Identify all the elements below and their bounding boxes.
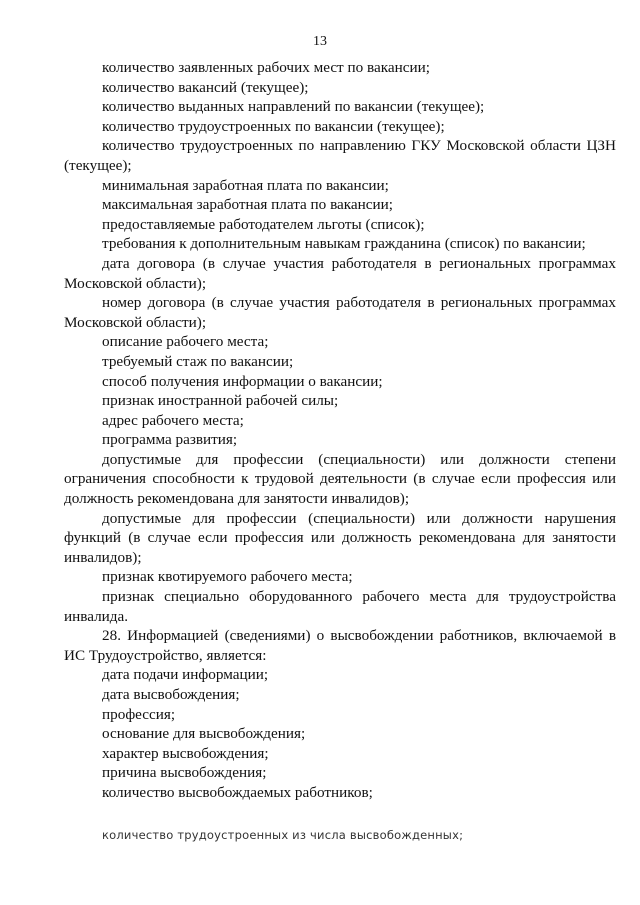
list-item: номер договора (в случае участия работодателя в региональных программах Московской области);	[64, 294, 616, 331]
list-item: дата высвобождения;	[102, 686, 240, 703]
list-item: основание для высвобождения;	[102, 725, 306, 743]
list-item: дата договора (в случае участия работодателя в региональных программах Московской области);	[64, 254, 616, 292]
list-item: количество вакансий (текущее);	[102, 78, 309, 96]
list-item: причина высвобождения;	[102, 764, 267, 782]
document-body	[64, 58, 616, 803]
list-item: максимальная заработная плата по вакансии;	[102, 196, 394, 214]
list-item: количество высвобождаемых работников;	[102, 783, 373, 801]
list-item: профессия;	[102, 705, 176, 723]
list-item: количество заявленных рабочих мест по вакансии;	[102, 59, 430, 76]
list-item: дата подачи информации;	[102, 666, 269, 684]
list-item: программа развития;	[102, 431, 238, 449]
list-item: способ получения информации о вакансии;	[102, 372, 383, 390]
list-item: характер высвобождения;	[102, 744, 269, 762]
list-item: допустимые для профессии (специальности) или должности степени ограничения способности к трудовой деятельности (в случае если профессия или должность рекомендована для занятости инвалидов);	[64, 450, 616, 508]
list-item: количество выданных направлений по вакансии (текущее);	[102, 98, 485, 116]
list-item: минимальная заработная плата по вакансии;	[102, 176, 389, 194]
list-item: количество трудоустроенных по вакансии (текущее);	[102, 117, 445, 135]
section-heading-paragraph: 28. Информацией (сведениями) о высвобождении работников, включаемой в ИС Трудоустройство, является:	[64, 627, 616, 664]
list-item: предоставляемые работодателем льготы (список);	[102, 215, 425, 233]
list-item: признак квотируемого рабочего места;	[102, 568, 353, 586]
list-item: требуемый стаж по вакансии;	[102, 352, 294, 370]
list-item: количество трудоустроенных по направлению ГКУ Московской области ЦЗН (текущее);	[64, 137, 616, 174]
list-item: описание рабочего места;	[102, 333, 269, 351]
list-item: признак специально оборудованного рабочего места для трудоустройства инвалида.	[64, 588, 616, 625]
list-item: требования к дополнительным навыкам гражданина (список) по вакансии;	[102, 235, 586, 253]
final-list-item: количество трудоустроенных из числа высвобожденных;	[102, 828, 464, 842]
list-item: признак иностранной рабочей силы;	[102, 392, 339, 410]
page-number: 13	[313, 34, 327, 49]
list-item: допустимые для профессии (специальности) или должности нарушения функций (в случае если профессия или должность рекомендована для занятости инвалидов);	[64, 509, 616, 566]
list-item: адрес рабочего места;	[102, 411, 244, 429]
